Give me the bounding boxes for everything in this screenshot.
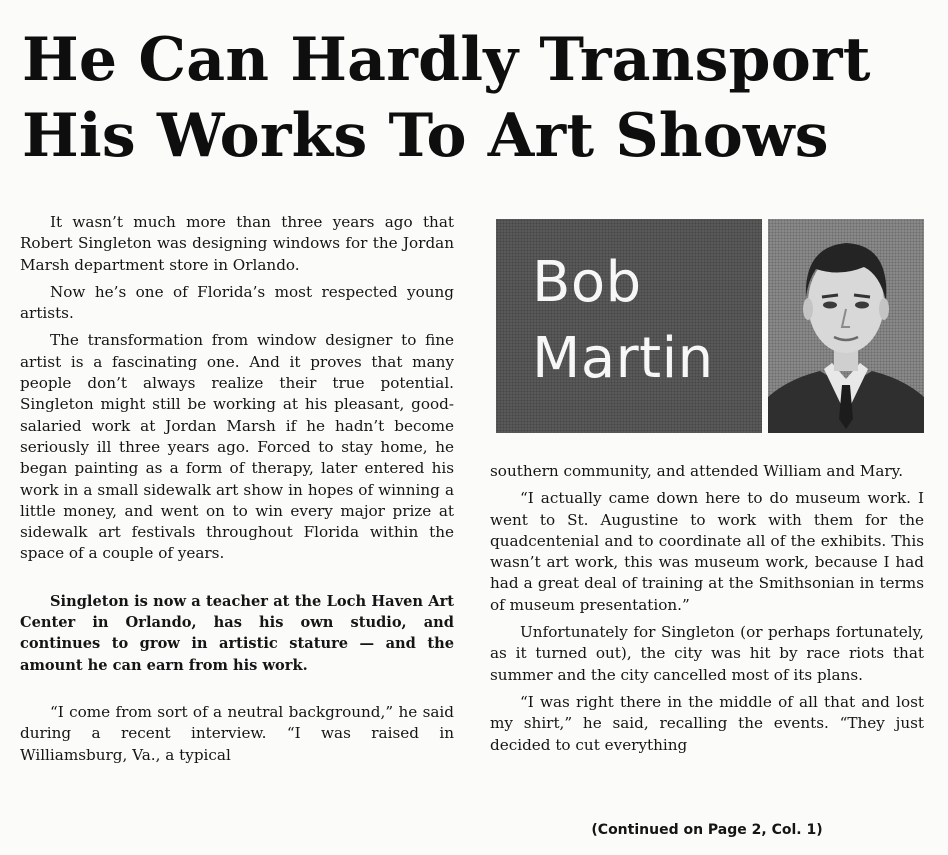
article-paragraph: The transformation from window designer to fine artist is a fascinating one. And it proves that many people don’t always realize their true potential. Singleton might still be working at his pleasant, good-salaried work at Jordan Marsh if he hadn’t become seriously ill three years ago. Forced to stay home, he began painting as a form of therapy, later entered his work in a small sidewalk art show in hopes of winning a little money, and went on to win every major prize at sidewalk art festivals throughout Florida within the space of a couple of years. (20, 331, 454, 563)
columnist-first-name: Bob (532, 250, 642, 315)
article-left-column (20, 212, 454, 766)
bold-paragraph: Singleton is now a teacher at the Loch Haven Art Center in Orlando, has his own studio, and continues to grow in artistic stature — and the amount he can earn from his work. (20, 592, 454, 674)
article-paragraph: It wasn’t much more than three years ago that Robert Singleton was designing windows for the Jordan Marsh department store in Orlando. (20, 213, 454, 274)
article-paragraph: Now he’s one of Florida’s most respected young artists. (20, 282, 454, 323)
columnist-photo (768, 219, 924, 433)
article-paragraph: “I was right there in the middle of all that and lost my shirt,” he said, recalling the events. “They just decided to cut everything (490, 692, 924, 754)
article-paragraph: “I actually came down here to do museum work. I went to St. Augustine to work with them for the quadcentenial and to coordinate all of the exhibits. This wasn’t art work, this was museum work, because I had had a great deal of training at the Smithsonian in terms of museum presentation.” (490, 489, 924, 614)
article-right-column (490, 461, 924, 756)
columnist-logo (496, 219, 762, 433)
article-paragraph: Unfortunately for Singleton (or perhaps fortunately, as it turned out), the city was hit by race riots that summer and the city cancelled most of its plans. (490, 623, 924, 684)
article-paragraph: “I come from sort of a neutral background,” he said during a recent interview. “I was raised in Williamsburg, Va., a typical (20, 702, 454, 764)
portrait-photo-icon (768, 219, 924, 433)
headline-line-1: He Can Hardly Transport (22, 25, 871, 95)
article-paragraph: southern community, and attended William and Mary. (490, 462, 904, 480)
headline (22, 22, 932, 174)
headline-line-2: His Works To Art Shows (22, 101, 829, 171)
continued-note: (Continued on Page 2, Col. 1) (591, 822, 823, 838)
columnist-last-name: Martin (532, 326, 714, 391)
